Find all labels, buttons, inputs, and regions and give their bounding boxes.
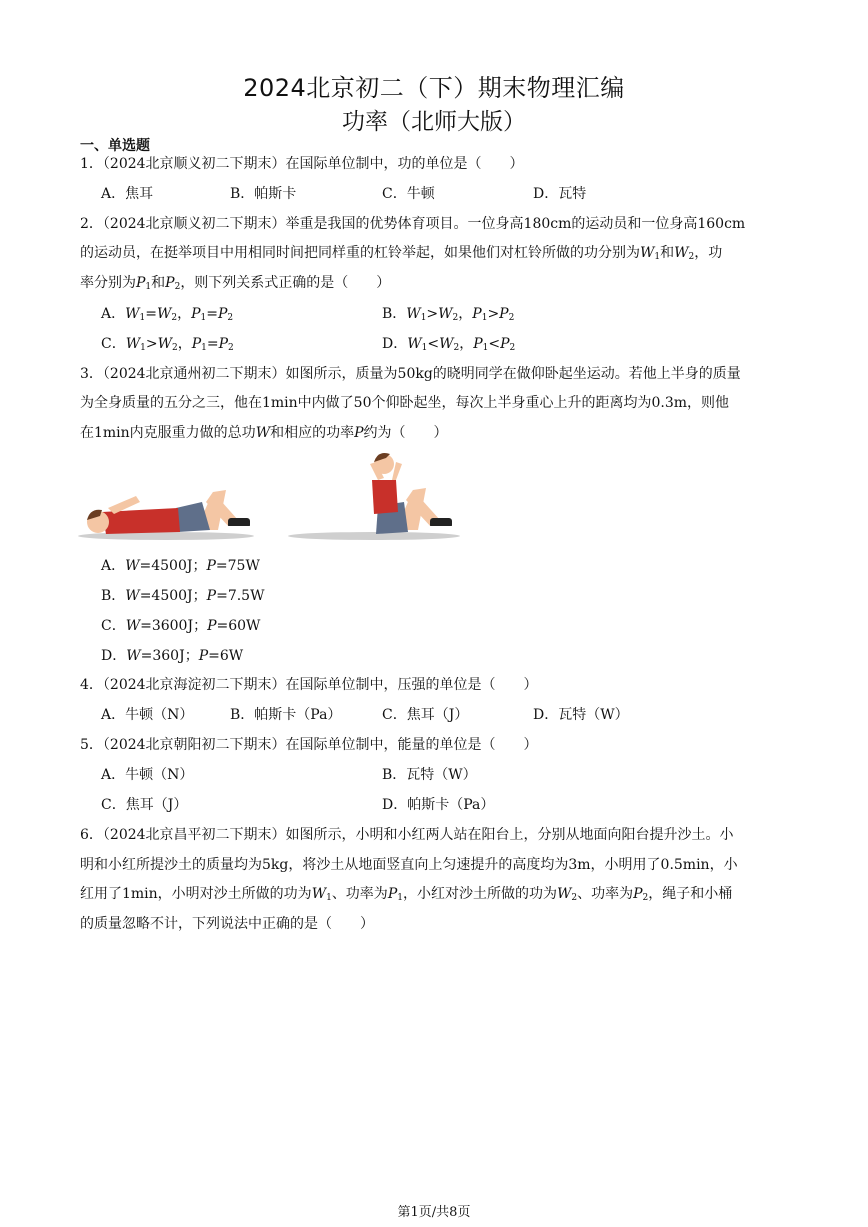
question-2-line-2: 的运动员，在挺举项目中用相同时间把同样重的杠铃举起，如果他们对杠铃所做的功分别为$W_1$和$W_2$，功 <box>80 245 723 262</box>
q5-option-d: D．帕斯卡（Pa） <box>382 797 495 813</box>
q3-option-a: A．W=4500J；P=75W <box>101 558 260 574</box>
situp-figure <box>78 450 478 546</box>
q2-option-a: A．$W_1=W_2$，$P_1=P_2$ <box>101 306 234 323</box>
q3-option-d: D．W=360J；P=6W <box>101 648 244 664</box>
page-footer: 第1页/共8页 <box>397 1205 471 1220</box>
q2-option-d: D．$W_1<W_2$，$P_1<P_2$ <box>382 336 516 353</box>
question-3-line-2: 为全身质量的五分之三，他在1min中内做了50个仰卧起坐，每次上半身重心上升的距离均为0.3m，则他 <box>80 395 730 411</box>
question-6-line-2: 明和小红所提沙土的质量均为5kg，将沙土从地面竖直向上匀速提升的高度均为3m，小明用了0.5min，小 <box>80 857 738 873</box>
q1-option-d: D．瓦特 <box>533 186 587 202</box>
q1-option-b: B．帕斯卡 <box>230 186 297 202</box>
q3-option-c: C．W=3600J；P=60W <box>101 618 261 634</box>
q3-option-b: B．W=4500J；P=7.5W <box>101 588 265 604</box>
q2-option-b: B．$W_1>W_2$，$P_1>P_2$ <box>382 306 515 323</box>
q4-option-d: D．瓦特（W） <box>533 707 629 723</box>
question-2-line-3: 率分别为$P_1$和$P_2$，则下列关系式正确的是（ ） <box>80 275 391 292</box>
q1-option-c: C．牛顿 <box>382 186 435 202</box>
q5-option-c: C．焦耳（J） <box>101 797 188 813</box>
question-3-line-1: 3．（2024北京通州初二下期末）如图所示，质量为50kg的晓明同学在做仰卧起坐运动。若他上半身的质量 <box>80 366 741 382</box>
question-6-line-3: 红用了1min，小明对沙土所做的功为$W_1$、功率为$P_1$，小红对沙土所做的功为$W_2$、功率为$P_2$，绳子和小桶 <box>80 886 733 903</box>
person-lying-illustration <box>78 490 254 540</box>
page-title: 2024北京初二（下）期末物理汇编 <box>243 74 625 102</box>
q1-option-a: A．焦耳 <box>101 186 154 202</box>
question-2-line-1: 2．（2024北京顺义初二下期末）举重是我国的优势体育项目。一位身高180cm的运动员和一位身高160cm <box>80 216 746 232</box>
page-subtitle: 功率（北师大版） <box>342 109 526 135</box>
q5-option-a: A．牛顿（N） <box>101 767 194 783</box>
q4-option-b: B．帕斯卡（Pa） <box>230 707 342 723</box>
q4-option-c: C．焦耳（J） <box>382 707 469 723</box>
question-4-stem: 4．（2024北京海淀初二下期末）在国际单位制中，压强的单位是（ ） <box>80 677 538 693</box>
question-6-line-1: 6．（2024北京昌平初二下期末）如图所示，小明和小红两人站在阳台上，分别从地面向阳台提升沙土。小 <box>80 827 734 843</box>
question-5-stem: 5．（2024北京朝阳初二下期末）在国际单位制中，能量的单位是（ ） <box>80 737 538 753</box>
question-6-line-4: 的质量忽略不计，下列说法中正确的是（ ） <box>80 916 374 932</box>
q4-option-a: A．牛顿（N） <box>101 707 194 723</box>
q2-option-c: C．$W_1>W_2$，$P_1=P_2$ <box>101 336 234 353</box>
question-3-line-3: 在1min内克服重力做的总功W和相应的功率P约为（ ） <box>80 425 448 441</box>
q5-option-b: B．瓦特（W） <box>382 767 477 783</box>
question-1-stem: 1．（2024北京顺义初二下期末）在国际单位制中，功的单位是（ ） <box>80 156 524 172</box>
person-sitting-illustration <box>288 453 460 540</box>
section-heading: 一、单选题 <box>80 138 150 154</box>
